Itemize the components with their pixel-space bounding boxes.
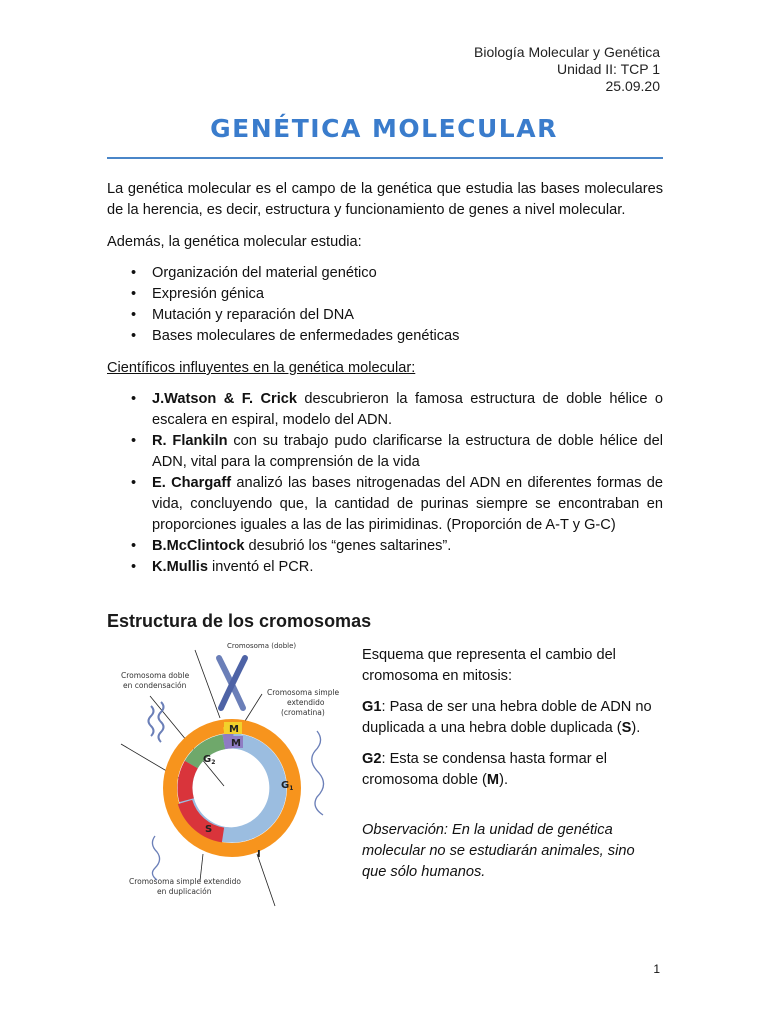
scientist-name: R. Flankiln (152, 433, 228, 449)
phase-i: I (257, 849, 261, 860)
list-item (107, 389, 663, 431)
scientist-text: descubrieron la famosa estructura de doble hélice o escalera en espiral, modelo del ADN. (152, 391, 663, 428)
title-divider (107, 157, 663, 159)
phase-m-inner: M (231, 738, 241, 749)
phase-s: S (205, 824, 213, 835)
list-item: • Bases moleculares de enfermedades genéticas (107, 326, 663, 347)
list-item (107, 557, 663, 578)
label-condensation-1: Cromosoma doble (121, 671, 190, 680)
intro-paragraph (107, 179, 663, 221)
label-duplication-1: Cromosoma simple extendido (129, 877, 241, 886)
studies-block (107, 232, 663, 347)
label-extended-2: extendido (287, 698, 325, 707)
list-item: • Mutación y reparación del DNA (107, 305, 663, 326)
g1-explanation: G1: Pasa de ser una hebra doble de ADN no duplicada a una hebra doble duplicada (S). (362, 699, 652, 736)
scientist-text: analizó las bases nitrogenadas del ADN en diferentes formas de vida, concluyendo que, la cantidad de purinas siempre se encontraban en proporciones iguales a las de las pirimidinas. (Proporción de A-T y G-C) (152, 475, 663, 533)
label-duplication-2: en duplicación (157, 887, 212, 896)
scientist-name: B.McClintock (152, 538, 245, 554)
phase-g1: $G_1$ (281, 780, 294, 792)
scientists-block (107, 358, 663, 578)
duplicating-chromosome-icon (152, 836, 159, 880)
observation-note: Observación: En la unidad de genética molecular no se estudiarán animales, sino que sólo humanos. (362, 822, 635, 880)
phase-g2: $G_2$ (203, 754, 216, 766)
label-condensation-2: en condensación (123, 681, 187, 690)
cell-cycle-diagram (107, 636, 357, 914)
condensed-chromosome-icon (149, 702, 164, 742)
pointer-line (195, 650, 220, 718)
scientists-heading: Científicos influyentes en la genética molecular: (107, 360, 416, 376)
scientist-name: E. Chargaff (152, 475, 232, 491)
double-chromosome-icon (219, 658, 245, 708)
label-extended-3: (cromatina) (281, 708, 325, 717)
scientists-list (107, 389, 663, 578)
scientist-name: K.Mullis (152, 559, 208, 575)
studies-intro: Además, la genética molecular estudia: (107, 234, 362, 250)
label-extended-1: Cromosoma simple (267, 688, 340, 697)
list-item: • Expresión génica (107, 284, 663, 305)
list-item: • Organización del material genético (107, 263, 663, 284)
scientist-text: inventó el PCR. (207, 559, 314, 575)
list-item (107, 431, 663, 473)
list-item (107, 536, 663, 557)
header-course: Biología Molecular y Genética (474, 44, 660, 60)
diagram-explanation (362, 645, 662, 883)
list-item (107, 473, 663, 536)
explanation-intro: Esquema que representa el cambio del cromosoma en mitosis: (362, 647, 616, 684)
phase-m-outer: M (229, 724, 239, 735)
s-segment (185, 765, 191, 801)
page-number: 1 (653, 962, 660, 976)
section-title: Estructura de los cromosomas (107, 611, 372, 631)
label-cromosoma-doble: Cromosoma (doble) (227, 642, 297, 650)
intro-text: La genética molecular es el campo de la genética que estudia las bases moleculares de la herencia, es decir, estructura y funcionamiento de genes a nivel molecular. (107, 181, 663, 218)
scientist-text: con su trabajo pudo clarificarse la estructura de doble hélice del ADN, vital para la comprensión de la vida (152, 433, 663, 470)
header-date: 25.09.20 (605, 78, 660, 94)
studies-list (107, 263, 663, 347)
pointer-line (257, 854, 275, 906)
extended-chromatin-icon (312, 731, 324, 815)
scientist-name: J.Watson & F. Crick (152, 391, 297, 407)
header-unit: Unidad II: TCP 1 (557, 61, 660, 77)
page-title: GENÉTICA MOLECULAR (210, 114, 558, 143)
g2-explanation: G2: Esta se condensa hasta formar el cromosoma doble (M). (362, 751, 607, 788)
document-header (474, 44, 660, 95)
pointer-line (245, 694, 262, 721)
scientist-text: desubrió los “genes saltarines”. (244, 538, 452, 554)
